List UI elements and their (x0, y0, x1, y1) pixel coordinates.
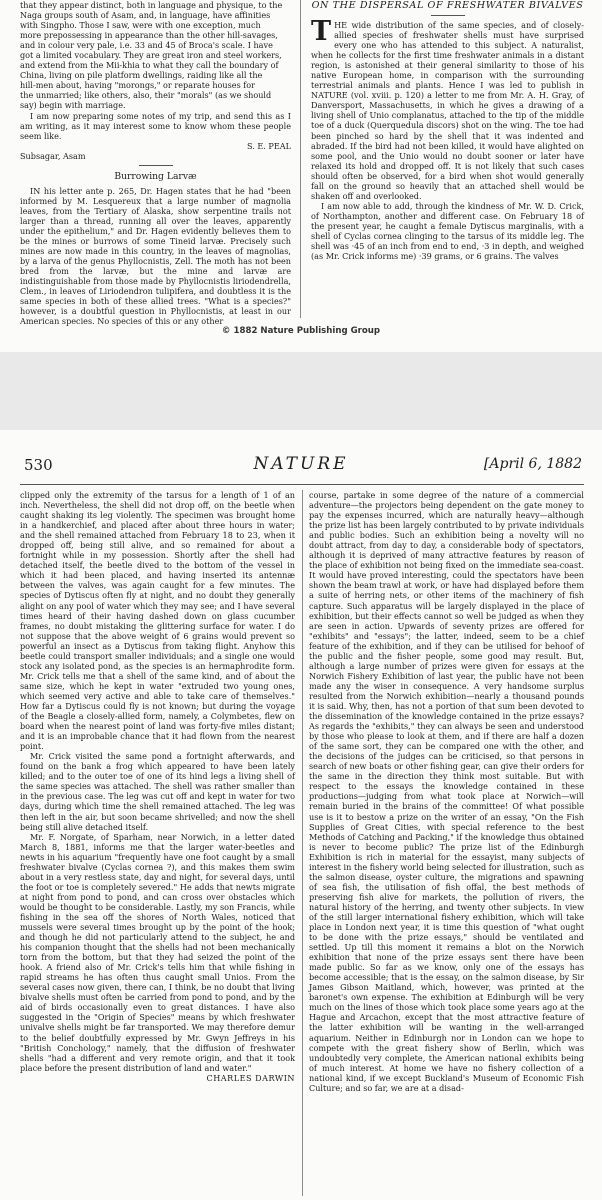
bottom-left-column (20, 490, 295, 1196)
text-line: more prepossessing in appearance than the other hill-savages, (20, 30, 278, 41)
text-line: with Singpho. Those I saw, were with one exception, much (20, 20, 261, 31)
text-line: say) begin with marriage. (20, 100, 126, 111)
peal-place: Subsagar, Asam (20, 150, 86, 161)
dispersal-paragraph-1 (311, 16, 584, 201)
text-line: and extend from the Mii-khia to what they call the boundary of (20, 60, 279, 71)
top-right-column (311, 0, 584, 318)
title-divider (431, 15, 465, 16)
page-gap (0, 352, 602, 430)
masthead-rule (20, 484, 584, 485)
copyright-notice: © 1882 Nature Publishing Group (221, 326, 381, 336)
peal-letter-paragraph: I am now preparing some notes of my trip, and send this as I am writing, as it may interest some to know whom these people seem like. (20, 110, 291, 141)
burrowing-larvae-body: IN his letter ante p. 265, Dr. Hagen states that he had "been informed by M. Lesquereux that a large number of magnolia leaves, from the Tertiary of Alaska, show serpentine trails not larger than a thread, running all over the leaves, apparently under the epithelium," and Dr. Hagen evidently believes them to be the mines or burrows of some Tineid larvæ. Precisely such mines are now made in this country, in the leaves of magnolias, by a larva of the genus Phyllocnistis, Zell. The moth has not been bred from the larvæ, but the mine and larvæ are indistinguishable from those made by Phyllocnistis liriodendrella, Clem., in leaves of Liriodendron tulipifera, and doubtless it is the same species in both of these allied trees. "What is a species?" however, is a doubtful question in Phyllocnistis, at least in our American species. No species of this or any other (20, 185, 291, 327)
burrowing-larvae-heading: Burrowing Larvæ (114, 170, 197, 182)
text-line: got a limited vocabulary. They are great iron and steel workers, (20, 50, 282, 61)
column-rule (302, 490, 303, 1196)
darwin-paragraph-2: Mr. Crick visited the same pond a fortnight afterwards, and found on the bank a frog which appeared to have been lately killed; and to the outer toe of one of its hind legs a living shell of the same species was attached. The shell was rather smaller than in the previous case. The leg was cut off and kept in water for two days, during which time the shell remained attached. The leg was then left in the air, but soon became shrivelled; and now the shell being still alive detached itself. (20, 751, 295, 832)
issue-date: [April 6, 1882 (483, 456, 582, 472)
text-line: and in colour very pale, i.e. 33 and 45 of Broca's scale. I have (20, 40, 273, 51)
darwin-signature: CHARLES DARWIN (206, 1072, 295, 1083)
article-title: ON THE DISPERSAL OF FRESHWATER BIVALVES (311, 0, 584, 11)
top-page (0, 0, 602, 352)
text-line: hill-men about, having "morongs," or reparate houses for (20, 80, 256, 91)
page-masthead (0, 454, 602, 482)
darwin-paragraph-3: Mr. F. Norgate, of Sparham, near Norwich, in a letter dated March 8, 1881, informs me that the larger water-beetles and newts in his aquarium "frequently have one foot caught by a small freshwater bivalve (Cyclas cornea ?), and this makes them swim about in a very restless state, day and night, for several days, until the foot or toe is completely severed." He adds that newts migrate at night from pond to pond, and can cross over obstacles which would be thought to be considerable. Lastly, my son Francis, while fishing in the sea off the shores of North Wales, noticed that mussels were several times brought up by the point of the hook; and though he did not particularly attend to the subject, he and his companion thought that the shells had not been mechanically torn from the bottom, but that they had seized the point of the hook. A friend also of Mr. Crick's tells him that while fishing in rapid streams he has often thus caught small Unios. From the several cases now given, there can, I think, be no doubt that living bivalve shells must often be carried from pond to pond, and by the aid of birds occasionally even to great distances. I have also suggested in the "Origin of Species" means by which freshwater univalve shells might be far transported. We may therefore demur to the belief doubtfully expressed by Mr. Gwyn Jeffreys in his "British Conchology," namely, that the diffusion of freshwater shells "had a different and very remote origin, and that it took place before the present distribution of land and water." (20, 831, 295, 1073)
drop-cap: T (311, 16, 332, 47)
intro-lines (20, 0, 291, 111)
dispersal-paragraph-2: I am now able to add, through the kindness of Mr. W. D. Crick, of Northampton, another and different case. On February 18 of the present year, he caught a female Dytiscus marginalis, with a shell of Cyclas cornea clinging to the tarsus of its middle leg. The shell was ·45 of an inch from end to end, ·3 in depth, and weighed (as Mr. Crick informs me) ·39 grams, or 6 grains. The valves (311, 200, 584, 262)
section-divider (139, 165, 173, 166)
dispersal-paragraph-1-text: HE wide distribution of the same species, and of closely-allied species of freshwater shells must have surprised every one who has attended to this subject. A naturalist, when he collects for the first time freshwater animals in a distant region, is astonished at their general similarity to those of his native European home, in comparison with the surrounding terrestrial animals and plants. Hence I was led to publish in NATURE (vol. xviii. p. 120) a letter to me from Mr. A. H. Gray, of Danversport, Massachusetts, in which he gives a drawing of a living shell of Unio complanatus, attached to the tip of the middle toe of a duck (Querquedula discors) shot on the wing. The toe had been pinched so hard by the shell that it was indented and abraded. If the bird had not been killed, it would have alighted on some pool, and the Unio would no doubt sooner or later have relaxed its hold and dropped off. It is not likely that such cases should often be observed, for a bird when shot would generally fall on the ground so heavily that an attached shell would be shaken off and overlooked. (311, 20, 584, 201)
journal-name: NATURE (253, 454, 349, 474)
peal-signature: S. E. PEAL (246, 140, 291, 151)
column-rule (300, 0, 301, 318)
page-number: 530 (24, 456, 53, 474)
text-line: China, living on pile platform dwellings, raiding like all the (20, 70, 263, 81)
text-line: that they appear distinct, both in language and physique, to the (20, 0, 283, 10)
text-line: the unmarried; like others, also, their "morals" (as we should (20, 90, 272, 101)
fishery-paragraph: course, partake in some degree of the nature of a commercial adventure—the projectors being dependent on the gate money to pay the expenses incurred, which are naturally heavy—although the prize list has been largely contributed to by private individuals and public bodies. Such an exhibition being a novelty will no doubt attract, from day to day, a considerable body of spectators, although it is deprived of many attractive features by reason of the place of exhibition not being fixed on the immediate sea-coast. It would have proved interesting, could the spectators have been shown the beam trawl at work, or have had displayed before them a suite of herring nets, or other items of the machinery of fish capture. Such apparatus will be largely displayed in the place of exhibition, but their effects cannot so well be judged as when they are seen in action. Upwards of seventy prizes are offered for "exhibits" and "essays"; the latter, indeed, seem to be a chief feature of the exhibition, and if they can be utilised for behoof of the public and the fisher people, some good may result. But, although a large number of prizes were given for essays at the Norwich Fishery Exhibition of last year, the public have not been made any the wiser in consequence. A very handsome surplus resulted from the Norwich exhibition—nearly a thousand pounds it is said. Why, then, has not a portion of that sum been devoted to the dissemination of the knowledge contained in the prize essays? As regards the "exhibits," they can always be seen and understood by those who please to look at them, and if there are half a dozen of the same sort, they can be compared one with the other, and the decisions of the judges can be criticised, so that persons in search of new boats or other fishing gear, can give their orders for the same in the direction they think most suitable. But with respect to the essays the knowledge contained in these productions—judging from what took place at Norwich—will remain buried in the brains of the committee! Of what possible use is it to bestow a prize on the writer of an essay, "On the Fish Supplies of Great Cities, with special reference to the best Methods of Catching and Packing," if the knowledge thus obtained is never to become public? The prize list of the Edinburgh Exhibition is rich in material for the essayist, many subjects of interest in the fishery world being selected for illustration, such as the salmon disease, oyster culture, the migrations and spawning of sea fish, the utilisation of fish offal, the best methods of preserving fish alive for markets, the pollution of rivers, the natural history of the herring, and twenty other subjects. In view of the still larger international fishery exhibition, which will take place in London next year, it is time this question of "what ought to be done with the prize essays," should be ventilated and settled. Up till this moment it remains a blot on the Norwich exhibition that none of the prize essays sent there have been made public. So far as we know, only one of the essays has become accessible; that is the essay, on the salmon disease, by Sir James Gibson Maitland, which, however, was printed at the baronet's own expense. The exhibition at Edinburgh will be very much on the lines of those which took place some years ago at the Hague and Arcachon, except that the most attractive feature of the latter exhibition will be wanting in the well-arranged aquarium. Neither in Edinburgh nor in London can we hope to compete with the great fishery show of Berlin, which was undoubtedly very complete, the American national exhibits being of much interest. At home we have no fishery collection of a national kind, if we except Buckland's Museum of Economic Fish Culture; and so far, we are at a disad- (309, 490, 584, 1093)
text-line: Naga groups south of Asam, and, in language, have affinities (20, 10, 271, 21)
bottom-right-column (309, 490, 584, 1196)
top-left-column (20, 0, 291, 327)
darwin-paragraph-1: clipped only the extremity of the tarsus for a length of 1 of an inch. Nevertheless, the shell did not drop off, on the beetle when caught shaking its leg violently. The specimen was brought home in a handkerchief, and placed after about three hours in water; and the shell remained attached from February 18 to 23, when it dropped off, being still alive, and so remained for about a fortnight while in my possession. Shortly after the shell had detached itself, the beetle dived to the bottom of the vessel in which it had been placed, and having inserted its antennæ between the valves, was again caught for a few minutes. The species of Dytiscus often fly at night, and no doubt they generally alight on any pool of water which they may see; and I have several times heard of their having dashed down on glass cucumber frames, no doubt mistaking the glittering surface for water. I do not suppose that the above weight of 6 grains would prevent so powerful an insect as a Dytiscus from taking flight. Anyhow this beetle could transport smaller individuals; and a single one would stock any isolated pond, as the species is an hermaphrodite form. Mr. Crick tells me that a shell of the same kind, and of about the same size, which he kept in water "extruded two young ones, which seemed very active and able to take care of themselves." How far a Dytiscus could fly is not known; but during the voyage of the Beagle a closely-allied form, namely, a Colymbetes, flew on board when the nearest point of land was forty-five miles distant; and it is an improbable chance that it had flown from the nearest point. (20, 490, 295, 752)
